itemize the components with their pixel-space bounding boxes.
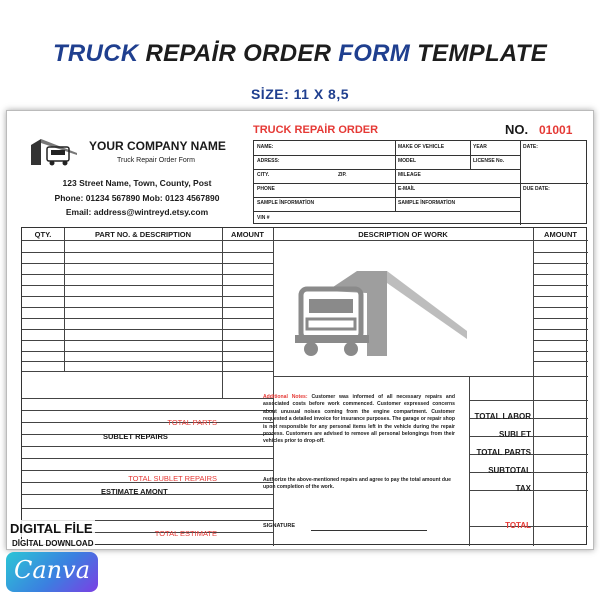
truck-logo-icon	[27, 137, 79, 167]
additional-notes	[263, 394, 455, 446]
phone-label: PHONE	[257, 186, 275, 192]
date-label: DATE:	[523, 144, 538, 150]
sample-info-label-1: SAMPLE İNFORMATİON	[257, 200, 315, 206]
company-subtitle: Truck Repair Order Form	[117, 157, 195, 164]
amount-left-header: AMOUNT	[231, 230, 264, 239]
company-phone: Phone: 01234 567890 Mob: 0123 4567890	[54, 193, 220, 203]
year-label: YEAR	[473, 144, 487, 150]
total-labor-label: TOTAL LABOR	[474, 412, 531, 421]
part-description-header: PART NO. & DESCRIPTION	[94, 230, 192, 239]
banner-title-truck: TRUCK	[52, 40, 139, 67]
sublet-label: SUBLET	[499, 430, 531, 439]
canva-logo-text: Canva	[14, 556, 90, 584]
due-date-label: DUE DATE:	[523, 186, 550, 192]
company-name: YOUR COMPANY NAME	[89, 139, 226, 153]
additional-notes-label: Additional Notes:	[263, 394, 308, 400]
sublet-repairs-label: SUBLET REPAIRS	[103, 432, 168, 441]
signature-line	[311, 530, 427, 531]
info-grid	[253, 140, 587, 224]
company-email: Email: address@wintreyd.etsy.com	[65, 207, 209, 217]
mileage-label: MILEAGE	[398, 172, 421, 178]
estimate-amount-label: ESTIMATE AMONT	[101, 487, 168, 496]
banner-title-repair-order: REPAİR ORDER	[145, 40, 332, 67]
total-sublet-repairs-label: TOTAL SUBLET REPAIRS	[128, 474, 217, 483]
canva-logo	[6, 552, 98, 592]
company-block	[27, 131, 247, 231]
truck-watermark-icon	[287, 261, 467, 361]
zip-label: ZIP.	[338, 172, 347, 178]
name-label: NAME:	[257, 144, 274, 150]
order-title: TRUCK REPAİR ORDER	[253, 124, 379, 136]
order-number-label: NO.	[505, 122, 529, 137]
total-parts-summary-label: TOTAL PARTS	[476, 448, 531, 457]
banner-title	[0, 40, 600, 68]
digital-download-label: DİGİTAL DOWNLOAD	[12, 539, 94, 548]
order-number-value: 01001	[539, 123, 573, 137]
work-description-header: DESCRIPTION OF WORK	[358, 230, 448, 239]
additional-notes-text: Customer was informed of all necessary repairs and associated costs before work commenced. Customer expressed concerns about unusual noises coming from the engine compartment. Customer requested a detailed invoice for insurance purposes. The garage or repair shop is not responsible for any personal items left in the vehicle during the repair process. Customers are advised to remove all personal belongings from their vehicles prior to drop-off.	[263, 394, 455, 445]
tax-label: TAX	[515, 484, 531, 493]
make-label: MAKE OF VEHICLE	[398, 144, 445, 150]
sample-info-label-2: SAMPLE İNFORMATİON	[398, 200, 456, 206]
company-address: 123 Street Name, Town, County, Post	[62, 178, 212, 188]
total-parts-label: TOTAL PARTS	[167, 418, 217, 427]
model-label: MODEL	[398, 158, 417, 164]
license-label: LICENSE No.	[473, 158, 505, 164]
city-label: CITY.	[257, 172, 270, 178]
amount-right-header: AMOUNT	[544, 230, 577, 239]
address-label: ADRESS:	[257, 158, 280, 164]
form-sheet	[6, 110, 594, 550]
banner-title-form: FORM	[338, 40, 411, 67]
total-estimate-label: TOTAL ESTIMATE	[154, 529, 217, 538]
vin-label: VIN #	[257, 215, 270, 221]
size-line: SİZE: 11 X 8,5	[250, 86, 350, 102]
authorize-text: Authorize the above-mentioned repairs and agree to pay the total amount due upon completion of the work.	[263, 477, 451, 491]
banner-title-template: TEMPLATE	[417, 40, 548, 67]
signature-label: SIGNATURE	[263, 523, 295, 529]
subtotal-label: SUBTOTAL	[488, 466, 531, 475]
digital-file-label: DIGITAL FİLE	[10, 521, 93, 536]
qty-header: QTY.	[34, 230, 52, 239]
email-label: E-MAİL	[398, 186, 416, 192]
total-label: TOTAL	[505, 521, 531, 530]
